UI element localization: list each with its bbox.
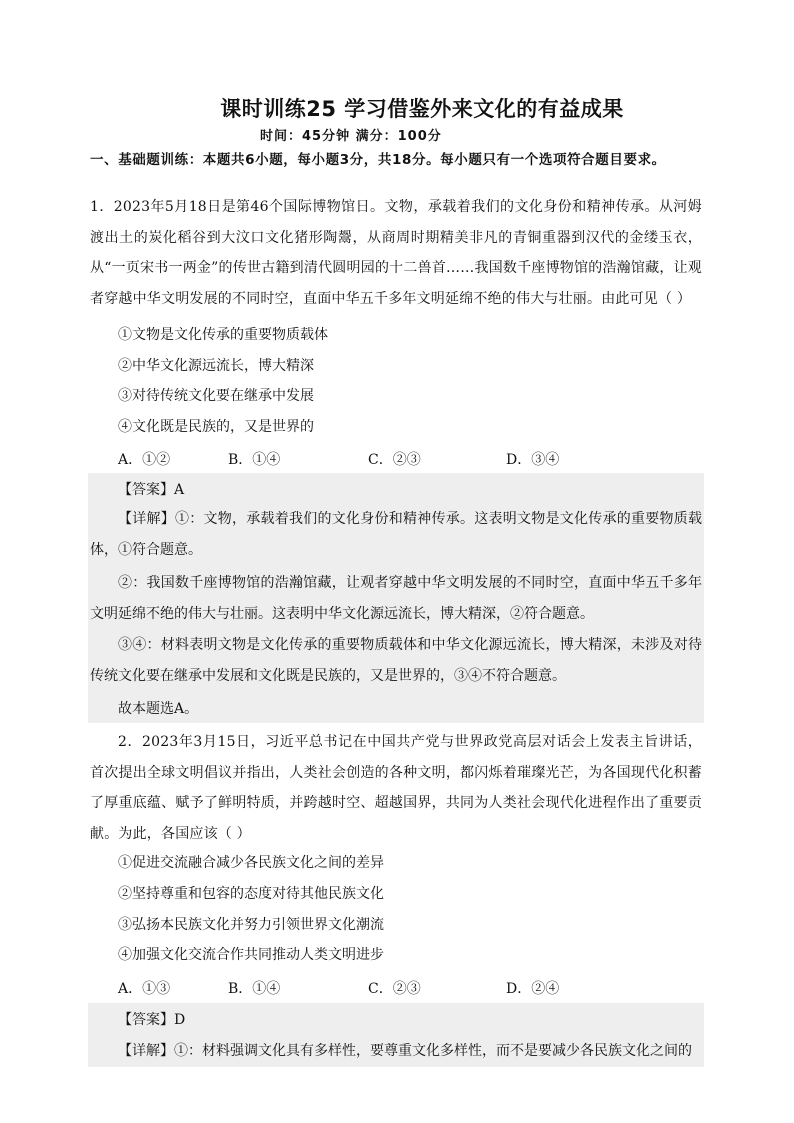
q2-option-2: ②坚持尊重和包容的态度对待其他民族文化 (118, 886, 384, 902)
q1-detail-1: 【详解】①：文物，承载着我们的文化身份和精神传承。这表明文物是文化传承的重要物质载体，①符合题意。 (90, 511, 702, 558)
question-2-stem: 2．2023年3月15日，习近平总书记在中国共产党与世界政党高层对话会上发表主旨讲话，首次提出全球文明倡议并指出，人类社会创造的各种文明，都闪烁着璀璨光芒，为各国现代化积蓄了厚重底蕴、赋予了鲜明特质，并跨越时空、超越国界，共同为人类社会现代化进程作出了重要贡献。为此，各国应该（ ） (90, 734, 702, 842)
q1-detail-4: 故本题选A。 (118, 701, 199, 717)
q2-option-1: ①促进交流融合减少各民族文化之间的差异 (118, 855, 384, 871)
q1-choice-a: A．①② (118, 452, 171, 468)
q2-choice-c: C．②③ (368, 981, 421, 997)
page-title: 课时训练25 学习借鉴外来文化的有益成果 (220, 97, 624, 121)
q1-choice-b: B．①④ (228, 452, 281, 468)
q1-choices (118, 449, 678, 469)
q2-choices (118, 978, 678, 998)
section-heading: 一、基础题训练：本题共6小题，每小题3分，共18分。每小题只有一个选项符合题目要求。 (90, 152, 666, 168)
q2-option-3: ③弘扬本民族文化并努力引领世界文化潮流 (118, 917, 384, 933)
q2-detail-1: 【详解】①：材料强调文化具有多样性，要尊重文化多样性，而不是要减少各民族文化之间的 (118, 1043, 692, 1059)
q2-option-4: ④加强文化交流合作共同推动人类文明进步 (118, 947, 384, 963)
q1-choice-c: C．②③ (368, 452, 421, 468)
q1-detail-3: ③④：材料表明文物是文化传承的重要物质载体和中华文化源远流长，博大精深，未涉及对待传统文化要在继承中发展和文化既是民族的，又是世界的，③④不符合题意。 (90, 637, 702, 684)
q2-choice-b: B．①④ (228, 981, 281, 997)
q1-option-1: ①文物是文化传承的重要物质载体 (118, 327, 328, 343)
q2-answer: 【答案】D (118, 1012, 186, 1028)
q1-choice-d: D．③④ (506, 452, 560, 468)
question-1-stem: 1．2023年5月18日是第46个国际博物馆日。文物，承载着我们的文化身份和精神传承。从河姆渡出土的炭化稻谷到大汶口文化猪形陶鬶，从商周时期精美非凡的青铜重器到汉代的金缕玉衣，从“一页宋书一两金”的传世古籍到清代圆明园的十二兽首……我国数千座博物馆的浩瀚馆藏，让观者穿越中华文明发展的不同时空，直面中华五千多年文明延绵不绝的伟大与壮丽。由此可见（ ） (90, 199, 702, 307)
q1-detail-2: ②：我国数千座博物馆的浩瀚馆藏，让观者穿越中华文明发展的不同时空，直面中华五千多年文明延绵不绝的伟大与壮丽。这表明中华文化源远流长，博大精深，②符合题意。 (90, 575, 702, 622)
q1-answer: 【答案】A (118, 482, 185, 498)
q1-option-3: ③对待传统文化要在继承中发展 (118, 388, 314, 404)
q1-option-4: ④文化既是民族的，又是世界的 (118, 419, 314, 435)
q2-choice-a: A．①③ (118, 981, 171, 997)
exam-meta: 时间：45分钟 满分：100分 (260, 129, 442, 144)
q1-option-2: ②中华文化源远流长，博大精深 (118, 358, 314, 374)
q2-choice-d: D．②④ (506, 981, 560, 997)
